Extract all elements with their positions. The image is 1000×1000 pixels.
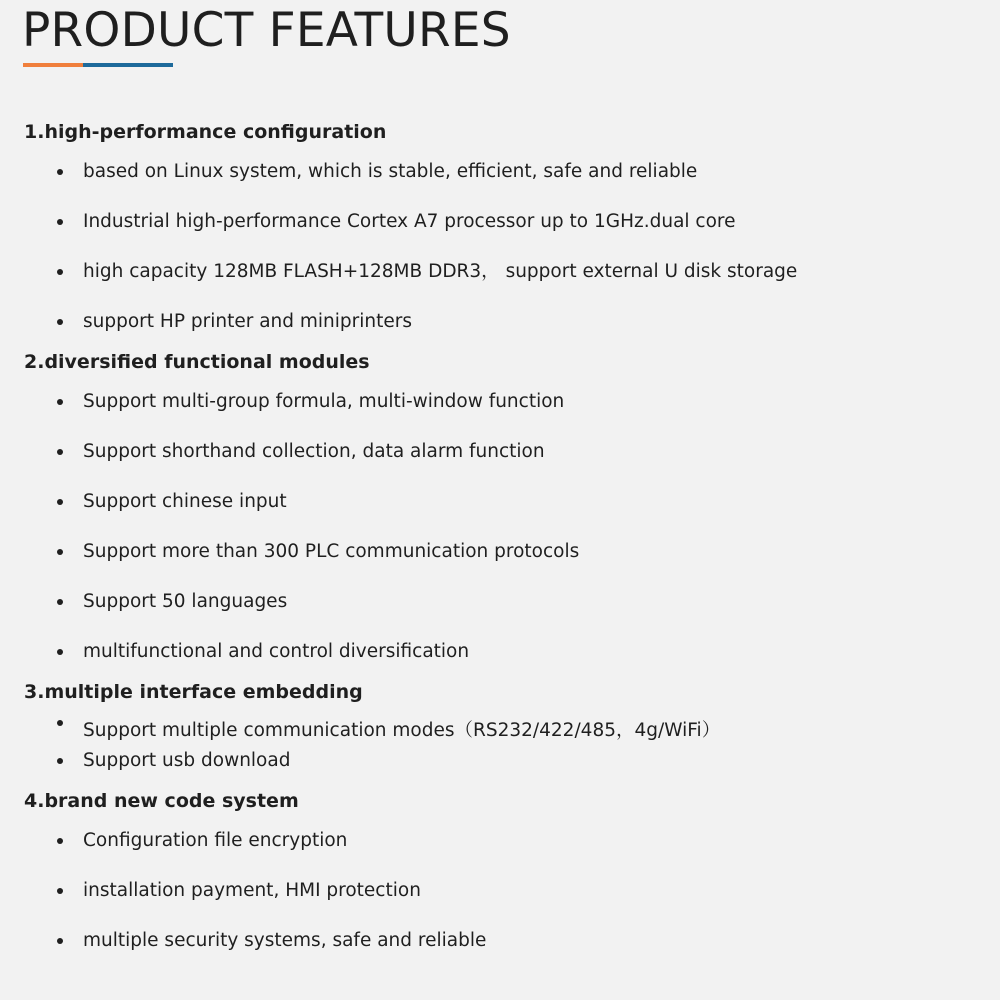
list-item-text: Industrial high-performance Cortex A7 processor up to 1GHz.dual core: [83, 211, 736, 232]
bullet-dot-icon: [57, 938, 63, 944]
title-underline: [23, 63, 173, 67]
bullet-dot-icon: [57, 549, 63, 555]
list-item-text: support HP printer and miniprinters: [83, 311, 412, 332]
bullet-list: [24, 147, 984, 347]
bullet-dot-icon: [57, 888, 63, 894]
bullet-dot-icon: [57, 219, 63, 225]
feature-section-2: [24, 347, 984, 677]
list-item-text: Support multiple communication modes（RS232/422/485，4g/WiFi）: [83, 720, 721, 741]
list-item: [24, 816, 984, 866]
bullet-dot-icon: [57, 449, 63, 455]
underline-blue-segment: [83, 63, 173, 67]
list-item: [24, 527, 984, 577]
list-item-text: installation payment, HMI protection: [83, 880, 421, 901]
feature-section-4: [24, 786, 984, 966]
list-item-text: Support shorthand collection, data alarm function: [83, 441, 545, 462]
list-item: [24, 916, 984, 966]
feature-section-3: [24, 677, 984, 776]
bullet-dot-icon: [57, 599, 63, 605]
list-item-text: Support chinese input: [83, 491, 287, 512]
bullet-dot-icon: [57, 720, 63, 726]
list-item-text: based on Linux system, which is stable, efficient, safe and reliable: [83, 161, 698, 182]
section-heading: 3.multiple interface embedding: [24, 681, 363, 703]
list-item-text: Configuration file encryption: [83, 830, 348, 851]
section-heading: 4.brand new code system: [24, 790, 299, 812]
list-item-text: Support usb download: [83, 750, 291, 771]
bullet-dot-icon: [57, 758, 63, 764]
feature-section-1: [24, 117, 984, 347]
bullet-list: [24, 707, 984, 776]
features-content: [24, 117, 984, 966]
bullet-dot-icon: [57, 499, 63, 505]
list-item: [24, 197, 984, 247]
bullet-dot-icon: [57, 649, 63, 655]
list-item: [24, 745, 984, 776]
list-item: [24, 297, 984, 347]
list-item-text: Support multi-group formula, multi-window function: [83, 391, 565, 412]
list-item: [24, 147, 984, 197]
bullet-list: [24, 377, 984, 677]
list-item: [24, 707, 984, 745]
bullet-list: [24, 816, 984, 966]
list-item-text: Support more than 300 PLC communication protocols: [83, 541, 580, 562]
bullet-dot-icon: [57, 269, 63, 275]
section-heading: 1.high-performance configuration: [24, 121, 387, 143]
list-item: [24, 477, 984, 527]
list-item-text: multifunctional and control diversification: [83, 641, 470, 662]
list-item: [24, 866, 984, 916]
page-title: PRODUCT FEATURES: [22, 3, 511, 58]
list-item: [24, 577, 984, 627]
bullet-dot-icon: [57, 838, 63, 844]
underline-orange-segment: [23, 63, 83, 67]
section-heading: 2.diversified functional modules: [24, 351, 370, 373]
list-item: [24, 377, 984, 427]
list-item: [24, 247, 984, 297]
bullet-dot-icon: [57, 169, 63, 175]
list-item-text: multiple security systems, safe and reliable: [83, 930, 487, 951]
list-item: [24, 627, 984, 677]
list-item-text: high capacity 128MB FLASH+128MB DDR3， support external U disk storage: [83, 261, 798, 282]
bullet-dot-icon: [57, 399, 63, 405]
list-item-text: Support 50 languages: [83, 591, 288, 612]
bullet-dot-icon: [57, 319, 63, 325]
list-item: [24, 427, 984, 477]
